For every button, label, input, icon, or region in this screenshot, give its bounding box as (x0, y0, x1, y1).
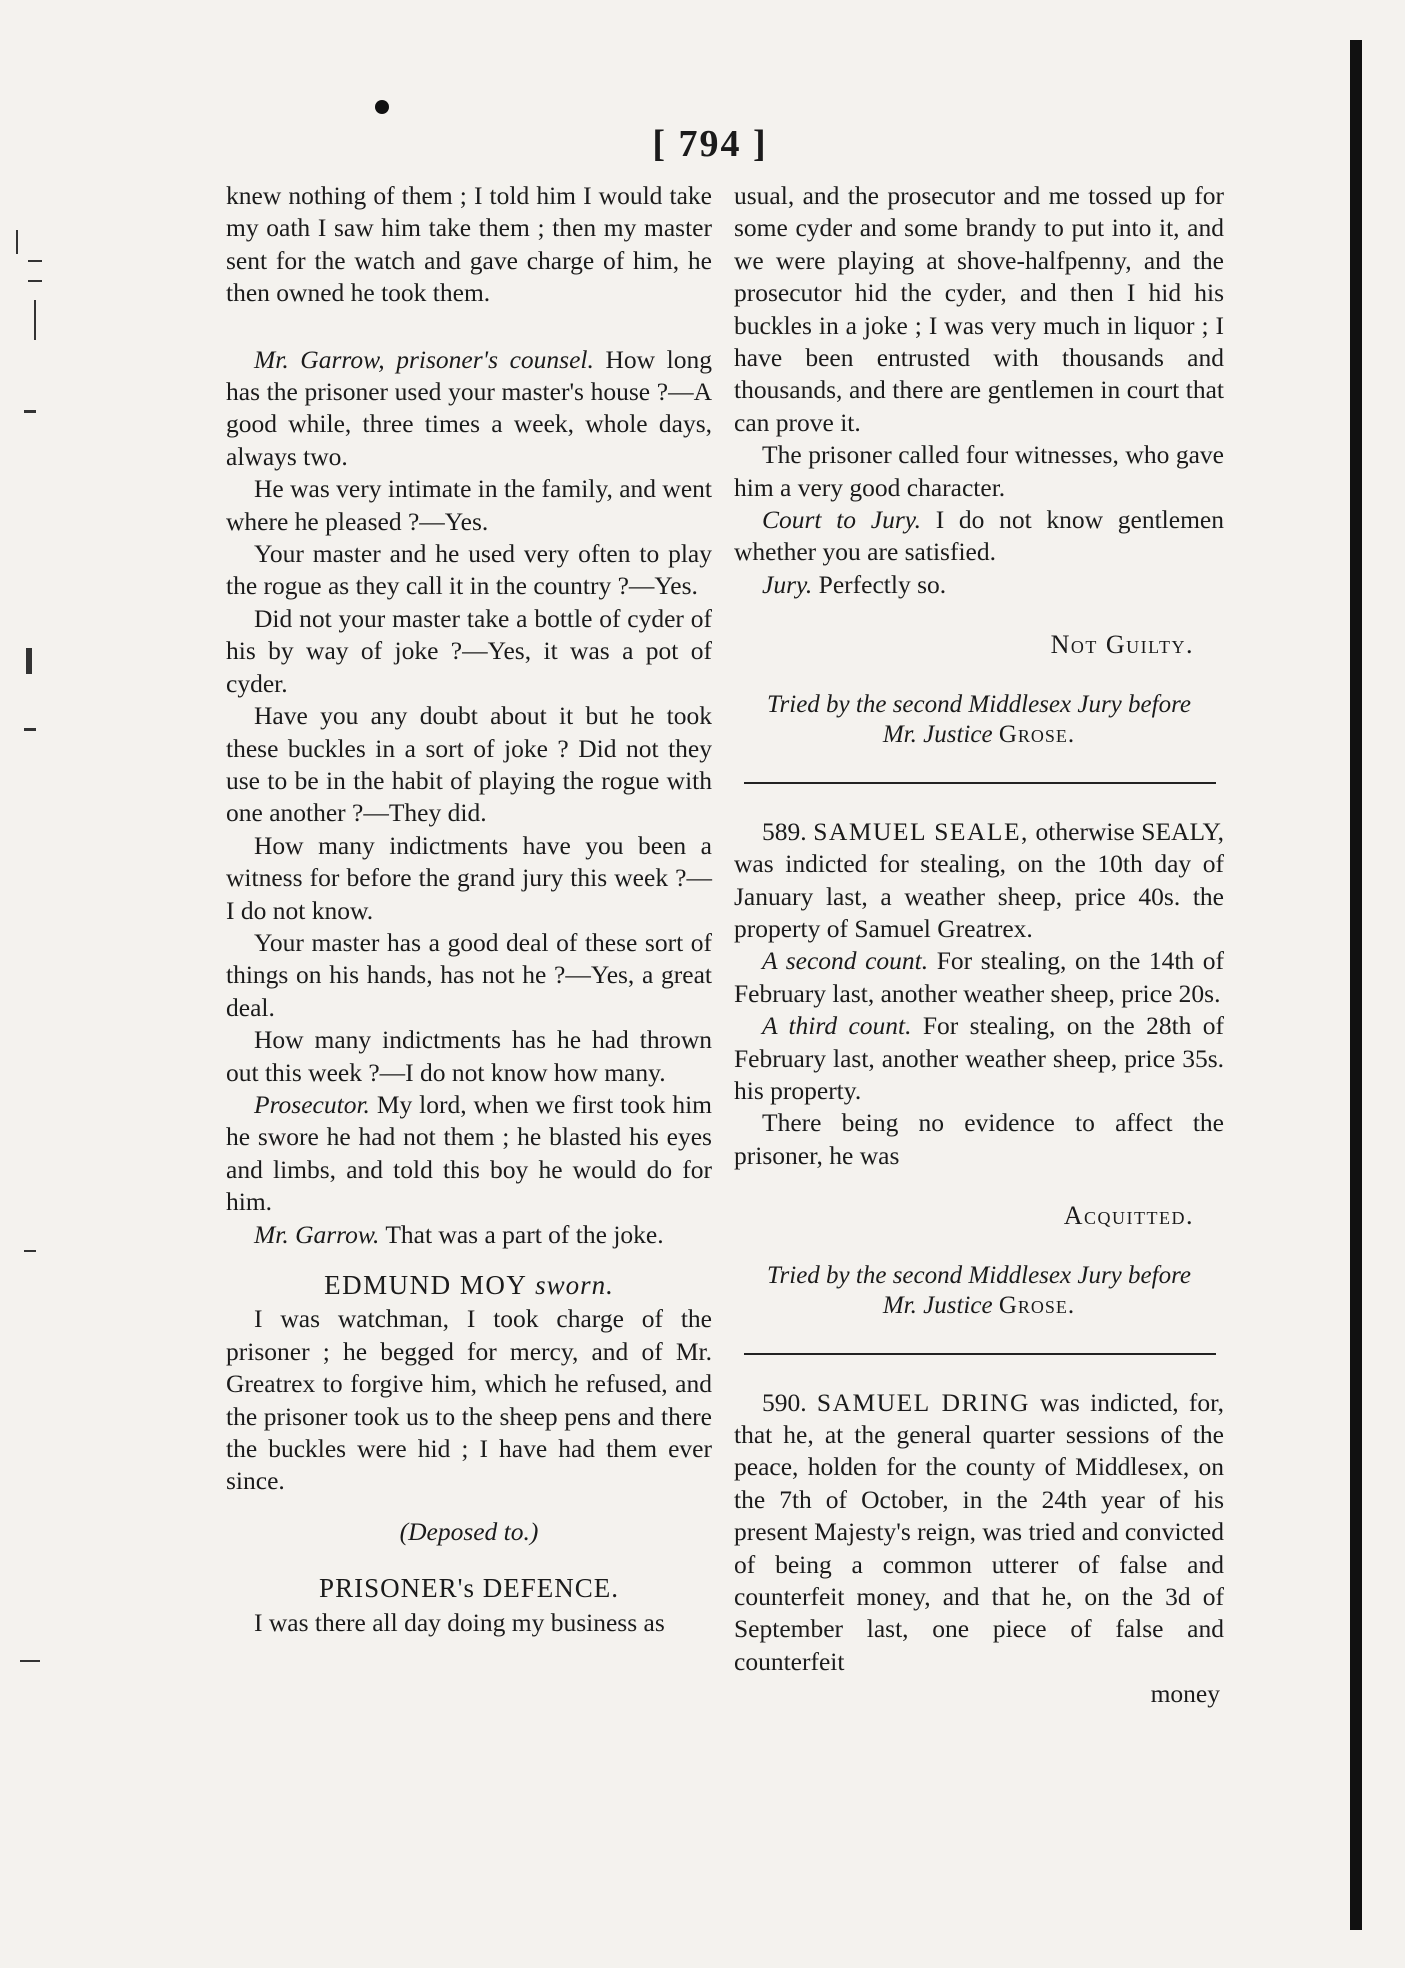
defendant-name: SAMUEL DRING (816, 1387, 1030, 1417)
witness-sworn: sworn. (535, 1270, 614, 1300)
case-paragraph (734, 816, 1224, 946)
count-text: For stealing, on the 14th of February last, another weather sheep, price 20s. (734, 946, 1225, 1008)
tried-judge-name: Grose. (998, 720, 1076, 748)
paragraph: How many indictments have you been a witness for before the grand jury this week ?—I do not know. (226, 830, 712, 925)
binding-edge-rule (1350, 40, 1362, 1930)
tried-line (734, 1291, 1224, 1321)
paragraph-text: How long has the prisoner used your master's house ?—A good while, three times a week, whole days, always two. (226, 344, 713, 471)
speaker-label: Mr. Garrow, prisoner's counsel. (254, 344, 594, 374)
deposed-note: (Deposed to.) (399, 1516, 539, 1546)
case-text: otherwise SEALY, was indicted for stealing, on the 10th day of January last, a weather sheep, price 40s. the property of Samuel Greatrex. (734, 816, 1224, 943)
defence-heading: PRISONER's DEFENCE. (319, 1573, 619, 1604)
tried-judge-name: Grose. (998, 1291, 1076, 1319)
tried-line (734, 720, 1224, 750)
tried-line: Tried by the second Middlesex Jury before (767, 1261, 1191, 1289)
paragraph (734, 504, 1224, 569)
tried-line: Tried by the second Middlesex Jury before (767, 690, 1191, 718)
speaker-label: Mr. Garrow. (254, 1219, 380, 1249)
case-number: 590. (762, 1387, 807, 1417)
case-number: 589. (762, 816, 807, 846)
left-column (226, 180, 712, 1639)
right-column (734, 180, 1224, 1711)
paragraph: How many indictments has he had thrown out this week ?—I do not know how many. (226, 1025, 712, 1087)
paragraph: Did not your master take a bottle of cyder of his by way of joke ?—Yes, it was a pot of cyder. (226, 603, 712, 698)
verdict: Acquitted. (1063, 1201, 1194, 1231)
tried-judge-title: Mr. Justice (882, 1291, 993, 1319)
defendant-name: SAMUEL SEALE, (813, 816, 1029, 846)
paragraph: There being no evidence to affect the prisoner, he was (734, 1108, 1224, 1170)
paragraph: usual, and the prosecutor and me tossed up for some cyder and some brandy to put into it, and we were playing at shove-halfpenny, and the prosecutor hid the cyder, and then I hid his buckles in a joke ; I was very much in liquor ; I have been entrusted with thousands and thousands, and there are gentlemen in court that can prove it. (734, 181, 1224, 437)
paragraph: He was very intimate in the family, and went where he pleased ?—Yes. (226, 474, 712, 536)
verdict: Not Guilty. (1050, 630, 1194, 660)
paragraph: I was there all day doing my business as (254, 1607, 665, 1637)
section-rule (744, 1353, 1216, 1355)
paragraph-text: That was a part of the joke. (385, 1219, 664, 1249)
paragraph: The prisoner called four witnesses, who gave him a very good character. (734, 440, 1224, 502)
count-text: For stealing, on the 28th of February last, another weather sheep, price 35s. his property. (734, 1011, 1225, 1105)
count-label: A second count. (762, 946, 929, 976)
paragraph (734, 1010, 1224, 1107)
speaker-label: Prosecutor. (254, 1089, 370, 1119)
speaker-label: Court to Jury. (762, 505, 922, 535)
case-text: was indicted, for, that he, at the general quarter sessions of the peace, holden for the county of Middlesex, on the 7th of October, in the 24th year of his present Majesty's reign, was tried and convicted of being a common utterer of false and counterfeit money, and that he, on the 3d of September last, one piece of false and counterfeit (734, 1387, 1225, 1676)
section-rule (744, 782, 1216, 784)
paragraph-text: I do not know gentlemen whether you are satisfied. (734, 505, 1224, 567)
paragraph (226, 1219, 712, 1251)
paragraph (734, 569, 1224, 601)
case-paragraph (734, 1387, 1224, 1679)
page-number: [ 794 ] (652, 123, 768, 165)
witness-heading (226, 1269, 712, 1301)
witness-name: EDMUND MOY (324, 1270, 528, 1300)
paragraph (734, 945, 1224, 1010)
paragraph-text: My lord, when we first took him he swore he had not them ; he blasted his eyes and limbs, and told this boy he would do for him. (226, 1089, 712, 1217)
catchword: money (1150, 1679, 1220, 1709)
paragraph: I was watchman, I took charge of the prisoner ; he begged for mercy, and of Mr. Greatrex to forgive him, which he refused, and the prisoner took us to the sheep pens and there the buckles were hid ; I have had them ever since. (226, 1304, 712, 1496)
speaker-label: Jury. (762, 569, 813, 599)
paragraph: knew nothing of them ; I told him I would take my oath I saw him take them ; then my master sent for the watch and gave charge of him, he then owned he took them. (226, 181, 712, 308)
paragraph: Your master and he used very often to play the rogue as they call it in the country ?—Yes. (226, 539, 712, 601)
tried-judge-title: Mr. Justice (882, 720, 993, 748)
paragraph: Your master has a good deal of these sort of things on his hands, has not he ?—Yes, a great deal. (226, 927, 712, 1022)
count-label: A third count. (762, 1011, 912, 1041)
paragraph: Have you any doubt about it but he took these buckles in a sort of joke ? Did not they use to be in the habit of playing the rogue with one another ?—They did. (226, 701, 712, 828)
paragraph-text: Perfectly so. (818, 569, 947, 599)
tried-before-note (734, 690, 1224, 750)
ink-blot (375, 100, 389, 114)
tried-before-note (734, 1261, 1224, 1321)
paragraph (226, 344, 712, 474)
paragraph (226, 1089, 712, 1219)
margin-marks (10, 230, 50, 1730)
